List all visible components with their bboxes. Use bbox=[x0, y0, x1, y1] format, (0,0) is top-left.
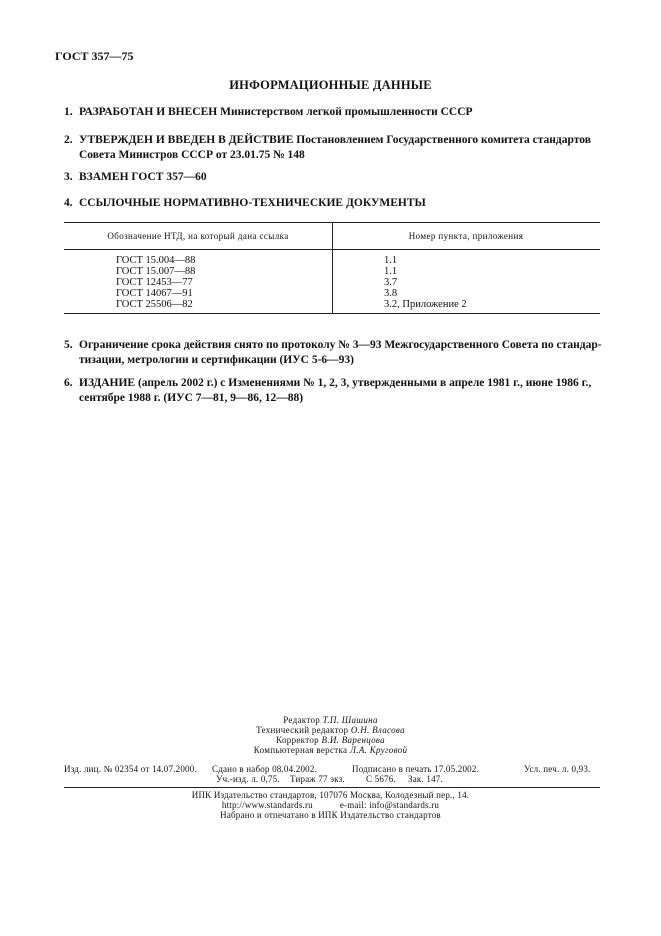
imprint-sent: Сдано в набор 08.04.2002. bbox=[212, 764, 318, 774]
item-text: РАЗРАБОТАН И ВНЕСЕН Министерством легкой промышленности СССР bbox=[79, 106, 473, 118]
document-code: ГОСТ 357—75 bbox=[55, 49, 134, 63]
table-cell-clause: 3.2, Приложение 2 bbox=[384, 299, 467, 310]
section-title: ИНФОРМАЦИОННЫЕ ДАННЫЕ bbox=[229, 78, 432, 92]
publisher-printed: Набрано и отпечатано в ИПК Издательство стандартов bbox=[220, 810, 441, 820]
publisher-contacts bbox=[0, 800, 661, 810]
publisher-email[interactable]: e-mail: info@standards.ru bbox=[339, 800, 440, 810]
item-text-line1: ИЗДАНИЕ (апрель 2002 г.) с Изменениями № 1, 2, 3, утвержденными в апреле 1981 г., июне 1986 г., bbox=[79, 377, 592, 389]
credit-label: Корректор bbox=[276, 735, 319, 745]
imprint-order-z: Зак. 147. bbox=[408, 774, 443, 784]
imprint-signed: Подписано в печать 17.05.2002. bbox=[352, 764, 480, 774]
item-number: 6. bbox=[64, 377, 73, 389]
credit-person: Л.А. Круговой bbox=[349, 745, 408, 755]
table-cell-clause: 1.1 bbox=[384, 266, 398, 277]
table-cell-clause: 3.7 bbox=[384, 277, 398, 288]
imprint-run: Тираж 77 экз. bbox=[290, 774, 345, 784]
credit-tech-editor bbox=[0, 725, 661, 735]
publisher-site[interactable]: http://www.standards.ru bbox=[221, 800, 313, 810]
item-text: ССЫЛОЧНЫЕ НОРМАТИВНО-ТЕХНИЧЕСКИЕ ДОКУМЕНТЫ bbox=[79, 197, 426, 209]
credits-block bbox=[0, 715, 661, 755]
item-number: 3. bbox=[64, 171, 73, 183]
credit-person: Т.П. Шашина bbox=[322, 715, 378, 725]
table-header-clause: Номер пункта, приложения bbox=[408, 231, 524, 241]
item-number: 4. bbox=[64, 197, 73, 209]
table-cell-document: ГОСТ 12453—77 bbox=[116, 277, 193, 288]
table-cell-clause: 3.8 bbox=[384, 288, 398, 299]
item-number: 1. bbox=[64, 106, 73, 118]
item-text-line2: Совета Министров СССР от 23.01.75 № 148 bbox=[79, 149, 305, 161]
info-item-2 bbox=[64, 133, 609, 163]
credit-label: Технический редактор bbox=[256, 725, 349, 735]
info-item-4 bbox=[64, 196, 609, 211]
credit-corrector bbox=[0, 735, 661, 745]
credit-person: В.И. Варенцова bbox=[321, 735, 385, 745]
item-text: ВЗАМЕН ГОСТ 357—60 bbox=[79, 171, 207, 183]
footer-divider bbox=[64, 787, 600, 788]
item-text-line2: сентябре 1988 г. (ИУС 7—81, 9—86, 12—88) bbox=[79, 392, 304, 404]
item-text-line2: тизации, метрологии и сертификации (ИУС 5-6—93) bbox=[79, 354, 355, 366]
publisher-block bbox=[0, 790, 661, 820]
table-cell-document: ГОСТ 15.007—88 bbox=[116, 266, 196, 277]
credit-person: О.Н. Власова bbox=[350, 725, 405, 735]
table-column-documents bbox=[116, 255, 195, 310]
item-number: 2. bbox=[64, 134, 73, 146]
item-text-line1: Ограничение срока действия снято по протоколу № 3—93 Межгосударственного Совета по стандар- bbox=[79, 339, 602, 351]
table-cell-clause: 1.1 bbox=[384, 255, 398, 266]
item-text-line1: УТВЕРЖДЕН И ВВЕДЕН В ДЕЙСТВИЕ Постановлением Государственного комитета стандартов bbox=[79, 134, 591, 146]
item-number: 5. bbox=[64, 339, 73, 351]
info-item-3 bbox=[64, 170, 609, 185]
info-item-6 bbox=[64, 376, 609, 406]
info-item-1 bbox=[64, 105, 609, 120]
imprint-order-c: С 5676. bbox=[366, 774, 396, 784]
info-item-5 bbox=[64, 338, 609, 368]
imprint-pub-sheets: Уч.-изд. л. 0,75. bbox=[216, 774, 280, 784]
credit-editor bbox=[0, 715, 661, 725]
credit-layout bbox=[0, 745, 661, 755]
table-column-clauses bbox=[384, 255, 467, 310]
table-rule-bottom bbox=[64, 313, 600, 314]
imprint-print-sheets: Усл. печ. л. 0,93. bbox=[524, 764, 591, 774]
publisher-address: ИПК Издательство стандартов, 107076 Москва, Колодезный пер., 14. bbox=[191, 790, 470, 800]
table-cell-document: ГОСТ 15.004—88 bbox=[116, 255, 196, 266]
credit-label: Компьютерная верстка bbox=[253, 745, 348, 755]
table-cell-document: ГОСТ 14067—91 bbox=[116, 288, 193, 299]
table-cell-document: ГОСТ 25506—82 bbox=[116, 299, 193, 310]
table-rule-header bbox=[64, 249, 600, 250]
imprint-license: Изд. лиц. № 02354 от 14.07.2000. bbox=[64, 764, 197, 774]
credit-label: Редактор bbox=[283, 715, 321, 725]
table-header-document: Обозначение НТД, на который дана ссылка bbox=[107, 231, 289, 241]
